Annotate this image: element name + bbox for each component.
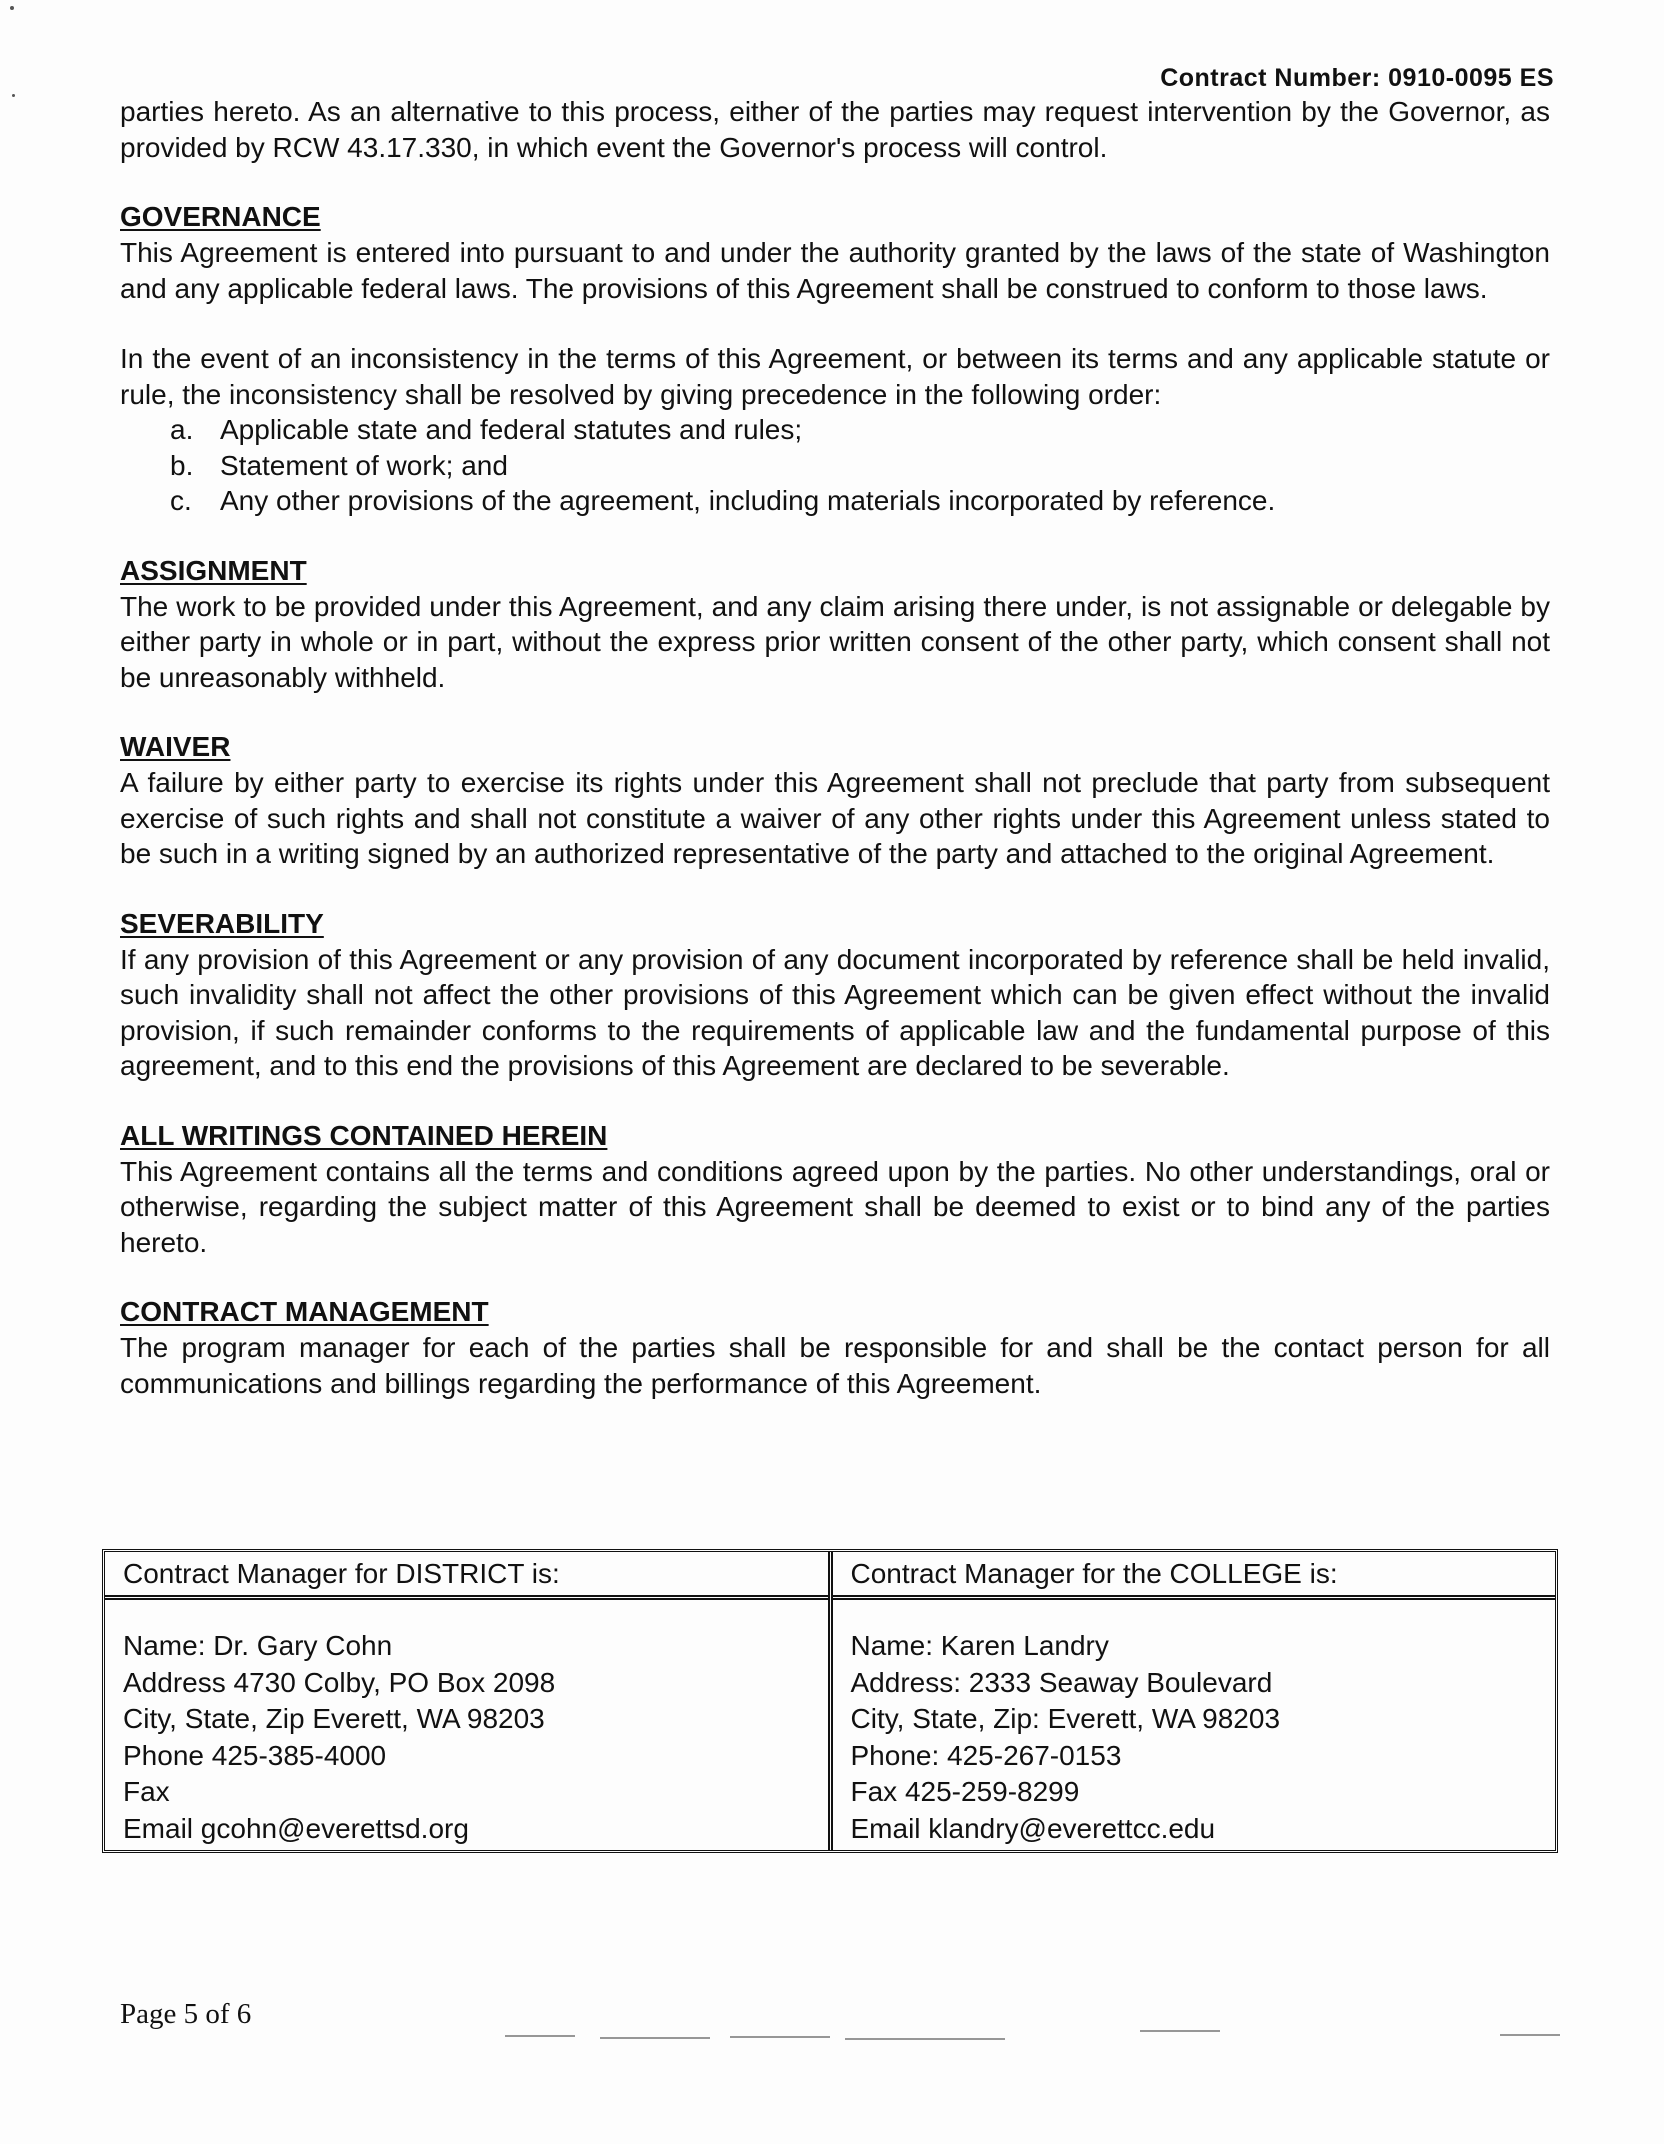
list-item-text: Applicable state and federal statutes and rules; <box>220 414 803 445</box>
college-fax: Fax 425-259-8299 <box>850 1776 1080 1807</box>
college-manager-details <box>833 1600 1556 1847</box>
list-item <box>120 448 1550 484</box>
scan-speck <box>12 94 15 97</box>
section-waiver <box>120 729 1550 872</box>
heading-waiver: WAIVER <box>120 731 231 762</box>
governance-paragraph-2: In the event of an inconsistency in the terms of this Agreement, or between its terms and any applicable statute or rule, the inconsistency shall be resolved by giving precedence in the following order: <box>120 343 1550 410</box>
district-phone: Phone 425-385-4000 <box>123 1739 387 1771</box>
intro-paragraph: parties hereto. As an alternative to this process, either of the parties may request intervention by the Governor, as provided by RCW 43.17.330, in which event the Governor's process will control. <box>120 96 1550 163</box>
list-item <box>120 483 1550 519</box>
scan-smudge <box>730 2036 830 2038</box>
heading-severability: SEVERABILITY <box>120 907 324 939</box>
district-city: City, State, Zip Everett, WA 98203 <box>123 1703 545 1734</box>
district-manager-column <box>105 1552 828 1850</box>
document-body <box>120 94 1550 1401</box>
heading-all-writings: ALL WRITINGS CONTAINED HEREIN <box>120 1119 608 1151</box>
district-address: Address 4730 Colby, PO Box 2098 <box>123 1666 556 1698</box>
district-fax: Fax <box>123 1776 170 1807</box>
district-name: Name: Dr. Gary Cohn <box>123 1630 393 1661</box>
college-email: Email klandry@everettcc.edu <box>850 1812 1216 1844</box>
college-name: Name: Karen Landry <box>850 1630 1109 1661</box>
contract-number: Contract Number: 0910-0095 ES <box>1160 64 1554 92</box>
college-manager-column <box>828 1552 1556 1850</box>
severability-paragraph: If any provision of this Agreement or any provision of any document incorporated by reference shall be held invalid, such invalidity shall not affect the other provisions of this Agreement which can be given effect without the invalid provision, if such remainder conforms to the requirements of applicable law and the fundamental purpose of this agreement, and to this end the provisions of this Agreement are declared to be severable. <box>120 943 1550 1081</box>
contract-managers-table <box>102 1549 1558 1853</box>
list-item-text: Any other provisions of the agreement, including materials incorporated by reference. <box>220 485 1276 516</box>
governance-paragraph-1: This Agreement is entered into pursuant to and under the authority granted by the laws of the state of Washington and any applicable federal laws. The provisions of this Agreement shall be construed to conform to those laws. <box>120 237 1550 304</box>
heading-contract-management: CONTRACT MANAGEMENT <box>120 1296 489 1327</box>
college-city: City, State, Zip: Everett, WA 98203 <box>850 1703 1281 1734</box>
list-item <box>120 412 1550 448</box>
heading-assignment: ASSIGNMENT <box>120 554 307 586</box>
scan-smudge <box>845 2038 1005 2040</box>
section-severability <box>120 906 1550 1084</box>
section-contract-management <box>120 1294 1550 1401</box>
list-marker: b. <box>170 449 194 481</box>
district-email: Email gcohn@everettsd.org <box>123 1812 469 1844</box>
page-number: Page 5 of 6 <box>120 1998 252 2030</box>
section-all-writings <box>120 1118 1550 1261</box>
college-phone: Phone: 425-267-0153 <box>850 1739 1122 1771</box>
heading-governance: GOVERNANCE <box>120 201 321 232</box>
district-manager-header: Contract Manager for DISTRICT is: <box>105 1552 828 1600</box>
scan-smudge <box>505 2035 575 2037</box>
district-manager-details <box>105 1600 828 1847</box>
scan-smudge <box>1140 2030 1220 2032</box>
assignment-paragraph: The work to be provided under this Agreement, and any claim arising there under, is not assignable or delegable by either party in whole or in part, without the express prior written consent of the other party, which consent shall not be unreasonably withheld. <box>120 590 1550 693</box>
list-item-text: Statement of work; and <box>220 449 508 481</box>
waiver-paragraph: A failure by either party to exercise its rights under this Agreement shall not preclude that party from subsequent exercise of such rights and shall not constitute a waiver of any other rights under this Agreement unless stated to be such in a writing signed by an authorized representative of the party and attached to the original Agreement. <box>120 767 1550 869</box>
contract-management-paragraph: The program manager for each of the parties shall be responsible for and shall be the contact person for all communications and billings regarding the performance of this Agreement. <box>120 1332 1550 1399</box>
scan-smudge <box>1500 2034 1560 2036</box>
list-marker: c. <box>170 485 192 516</box>
college-address: Address: 2333 Seaway Boulevard <box>850 1666 1273 1698</box>
scan-smudge <box>600 2037 710 2039</box>
section-governance <box>120 199 1550 519</box>
scan-speck <box>10 6 14 10</box>
section-assignment <box>120 553 1550 696</box>
precedence-list <box>120 412 1550 519</box>
list-marker: a. <box>170 414 194 445</box>
all-writings-paragraph: This Agreement contains all the terms and conditions agreed upon by the parties. No other understandings, oral or otherwise, regarding the subject matter of this Agreement shall be deemed to exist or to bind any of the parties hereto. <box>120 1155 1550 1258</box>
college-manager-header: Contract Manager for the COLLEGE is: <box>833 1552 1556 1600</box>
